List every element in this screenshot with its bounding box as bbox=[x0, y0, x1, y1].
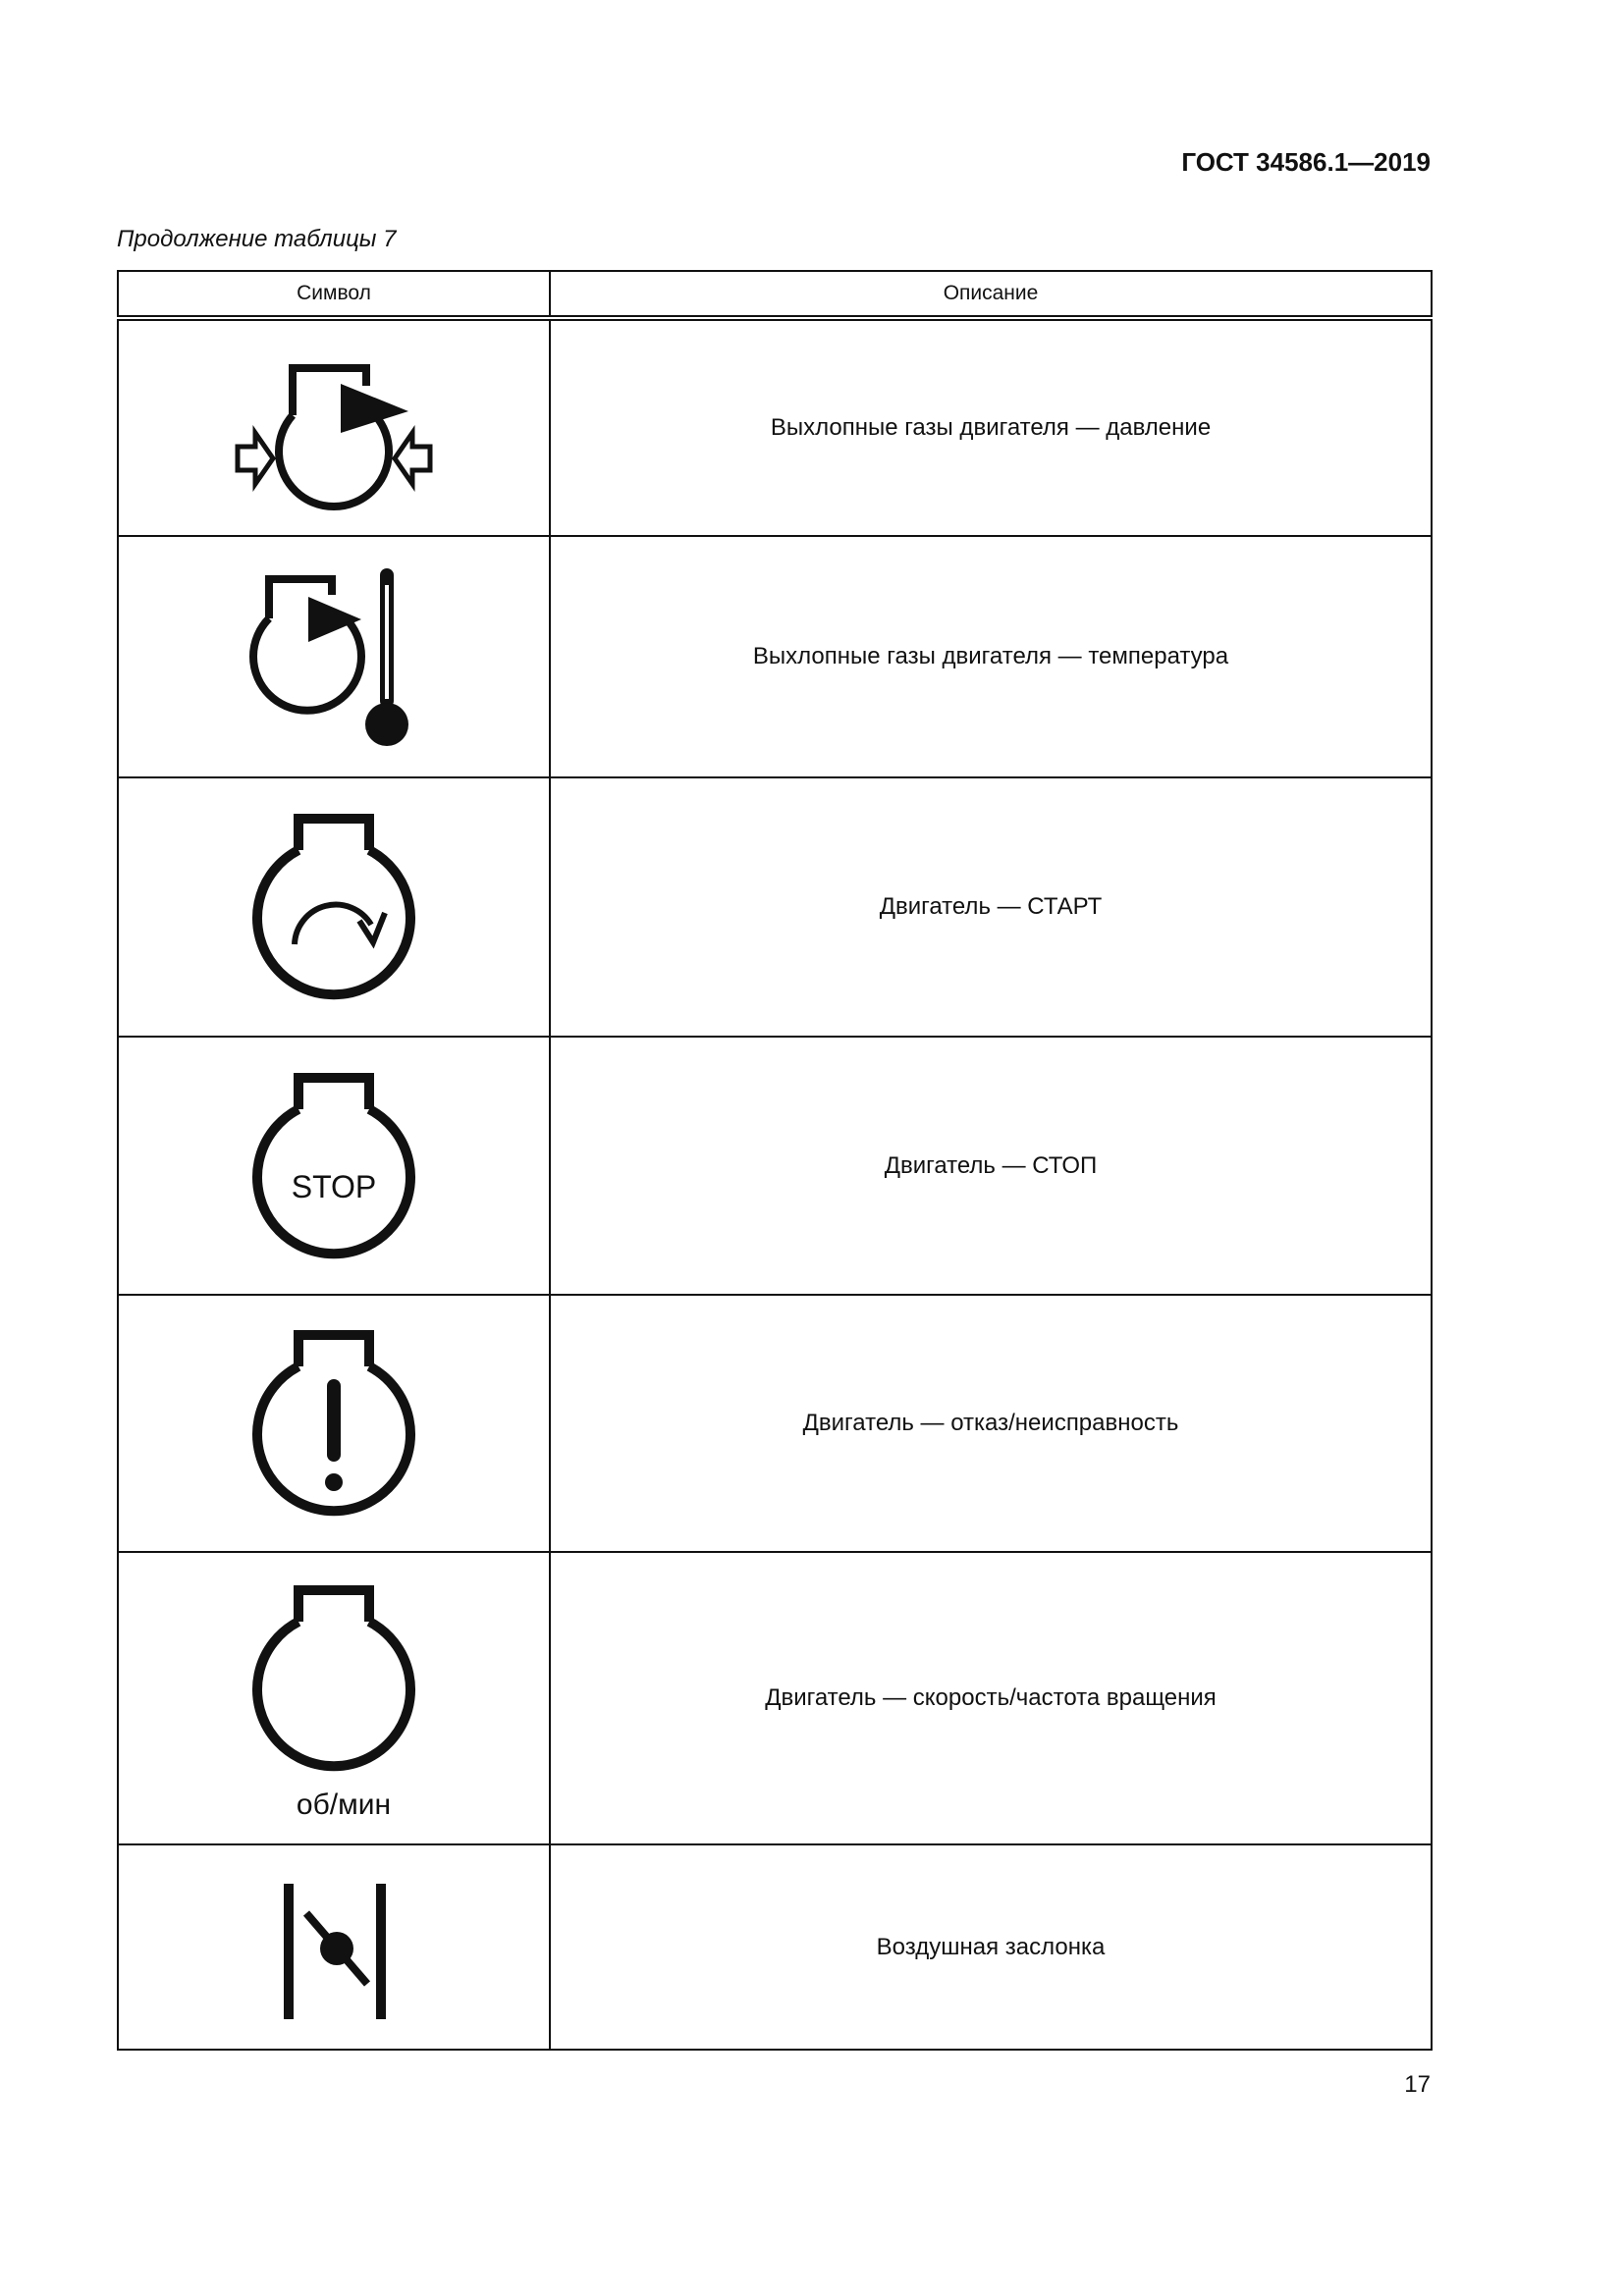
symbol-cell bbox=[118, 1844, 550, 2050]
stop-label: STOP bbox=[291, 1168, 377, 1204]
document-code: ГОСТ 34586.1—2019 bbox=[1181, 147, 1431, 177]
page-number: 17 bbox=[1404, 2071, 1431, 2098]
engine-speed-icon bbox=[216, 1571, 452, 1826]
table-row bbox=[118, 318, 1432, 536]
symbol-description: Выхлопные газы двигателя — давление bbox=[550, 318, 1432, 536]
table-row bbox=[118, 1037, 1432, 1295]
choke-icon bbox=[216, 1864, 452, 2031]
table-caption: Продолжение таблицы 7 bbox=[117, 226, 397, 252]
exhaust-gas-temperature-icon bbox=[216, 554, 452, 760]
table-row bbox=[118, 1552, 1432, 1844]
engine-stop-icon bbox=[216, 1058, 452, 1274]
table-header-row bbox=[118, 271, 1432, 318]
table-row bbox=[118, 536, 1432, 777]
symbols-table bbox=[117, 270, 1433, 2051]
exhaust-gas-pressure-icon bbox=[216, 335, 452, 521]
symbol-description: Выхлопные газы двигателя — температура bbox=[550, 536, 1432, 777]
symbol-cell bbox=[118, 536, 550, 777]
symbol-description: Двигатель — отказ/неисправность bbox=[550, 1295, 1432, 1552]
symbol-cell bbox=[118, 1295, 550, 1552]
table-row bbox=[118, 1295, 1432, 1552]
table-row bbox=[118, 777, 1432, 1037]
symbol-description: Двигатель — СТОП bbox=[550, 1037, 1432, 1295]
column-header-description: Описание bbox=[550, 271, 1432, 318]
symbol-cell bbox=[118, 318, 550, 536]
symbol-cell bbox=[118, 777, 550, 1037]
engine-start-icon bbox=[216, 799, 452, 1015]
table-row bbox=[118, 1844, 1432, 2050]
rpm-label: об/мин bbox=[296, 1789, 392, 1821]
engine-failure-icon bbox=[216, 1315, 452, 1531]
symbol-cell bbox=[118, 1037, 550, 1295]
symbol-description: Двигатель — СТАРТ bbox=[550, 777, 1432, 1037]
column-header-symbol: Символ bbox=[118, 271, 550, 318]
symbol-cell bbox=[118, 1552, 550, 1844]
symbol-description: Двигатель — скорость/частота вращения bbox=[550, 1552, 1432, 1844]
symbol-description: Воздушная заслонка bbox=[550, 1844, 1432, 2050]
